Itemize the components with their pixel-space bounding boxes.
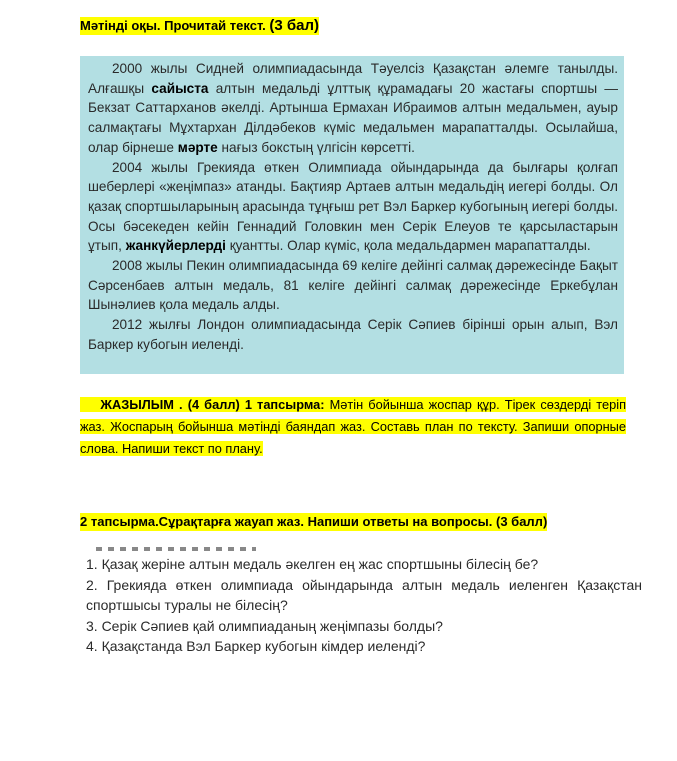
section-heading-reading [80, 17, 319, 35]
reading-text-box [80, 56, 624, 374]
bold-word: жанкүйерлерді [125, 238, 226, 254]
bold-word: сайыста [151, 80, 209, 96]
text-run: нағыз бокстың үлгісін көрсетті. [217, 139, 415, 155]
paragraph [88, 315, 618, 354]
question-item: 4. Қазақстанда Вэл Баркер кубогын кімдер иеленді? [86, 638, 426, 654]
text-run: 2000 жылы Сидней олимпиадасында Тәуелсіз Қазақстан әлемге танылды. Алғашқы [88, 61, 618, 96]
task1-highlight [80, 397, 626, 456]
task1-text: Мәтін бойынша жоспар құр. Тірек сөздерді теріп жаз. Жоспарың бойынша мәтінді баяндап жаз. Составь план по тексту. Запиши опорные слова. Напиши текст по плану. [80, 397, 627, 456]
task1-lead: ЖАЗЫЛЫМ . (4 балл) 1 тапсырма: [100, 397, 325, 412]
paragraph [88, 59, 618, 158]
heading-score: (3 бал) [269, 17, 320, 34]
questions-list [86, 554, 642, 657]
question-item: 3. Серік Сәпиев қай олимпиаданың жеңімпазы болды? [86, 617, 443, 634]
cut-off-text-line [96, 547, 256, 551]
question-item: 2. Грекияда өткен олимпиада ойындарында алтын медаль иеленген Қазақстан спортшысы туралы не білесің? [86, 576, 642, 613]
text-run: 2012 жылғы Лондон олимпиадасында Серік Сәпиев бірінші орын алып, Вэл Баркер кубогын иеленді. [88, 317, 618, 352]
text-run: қуантты. Олар күміс, қола медальдармен марапатталды. [225, 238, 591, 254]
text-run: алтын медальді ұлттық құрамадағы 20 жастағы спортшы — Бекзат Саттарханов әкелді. Артынша Ермахан Ибраимов алтын медальмен, ауыр салмақтағы Мұхтархан Ділдәбеков күміс медальмен марапатталды. Осылайша, олар бірнеше [88, 80, 618, 155]
question-item: 1. Қазақ жеріне алтын медаль әкелген ең жас спортшыны білесің бе? [86, 556, 539, 572]
task2-heading: 2 тапсырма.Сұрақтарға жауап жаз. Напиши ответы на вопросы. (3 балл) [80, 514, 548, 529]
paragraph [88, 158, 618, 257]
text-run: 2008 жылы Пекин олимпиадасында 69 келіге дейінгі салмақ дәрежесінде Бақыт Сәрсенбаев алтын медаль, 81 келіге дейінгі салмақ дәрежесінде Еркебұлан Шынәлиев қола медаль алды. [88, 258, 618, 313]
bold-word: мәрте [177, 139, 218, 155]
task1-block [80, 394, 626, 460]
text-run: 2004 жылы Грекияда өткен Олимпиада ойындарында да былғары қолғап шеберлері «жеңімпаз» атанды. Бақтияр Артаев алтын медальдің иегері болды. Ол қазақ спортшыларының арасында тұңғыш рет Вэл Баркер кубогының иегері болды. Осы бәсекеден кейін Геннадий Головкин мен Серік Елеуов те қарсыластарын ұтып, [88, 159, 618, 254]
heading-main: Мәтінді оқы. Прочитай текст. [80, 18, 270, 33]
paragraph [88, 256, 618, 315]
